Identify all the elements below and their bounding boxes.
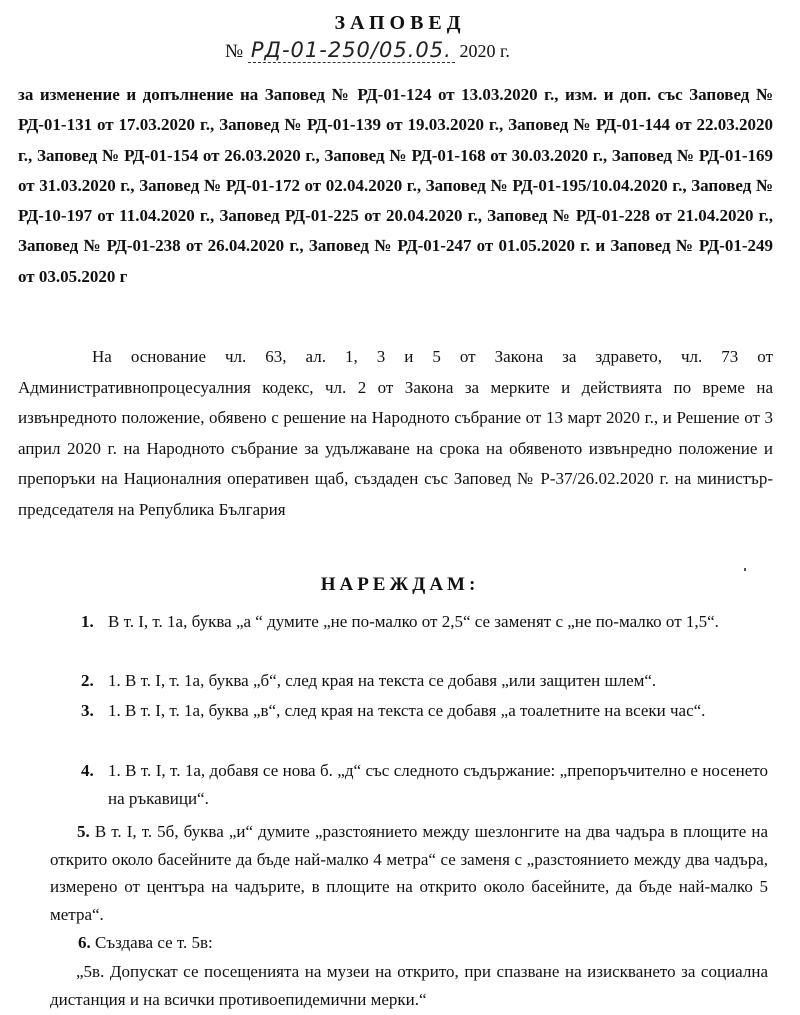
order-item-4 (81, 757, 768, 812)
order-year: 2020 г. (459, 41, 510, 61)
item-number: 5. (77, 822, 90, 841)
item-number: 2. (81, 671, 94, 690)
item-number: 3. (81, 701, 94, 720)
item-text: 1. В т. I, т. 1а, буква „в“, след края на текста се добавя „а тоалетните на всеки час“. (108, 701, 706, 720)
item-number: 6. (78, 933, 91, 952)
order-item-5 (50, 818, 768, 928)
item-text: 1. В т. I, т. 1а, буква „б“, след края на текста се добавя „или защитен шлем“. (108, 671, 657, 690)
item-number: 1. (81, 612, 94, 631)
item-text: В т. I, т. 5б, буква „и“ думите „разстоянието между шезлонгите на два чадъра в площите на открито около басейните да бъде най-малко 4 метра“ се заменя с „разстоянието между два чадъра, измерено от центъра на чадърите, в площите на открито около басейните, да бъде най-малко 5 метра“. (50, 822, 768, 924)
legal-basis-paragraph: На основание чл. 63, ал. 1, 3 и 5 от Закона за здравето, чл. 73 от Административнопроцесуалния кодекс, чл. 2 от Закона за мерките и действията по време на извънредното положение, обявено с решение на Народното събрание от 13 март 2020 г., и Решение от 3 април 2020 г. на Народното събрание за удължаване на срока на обявеното извънредно положение и препоръки на Националния оперативен щаб, създаден със Заповед № Р-37/26.02.2020 г. на министър-председателя на Република България (18, 347, 773, 519)
order-item-6-quote: „5в. Допускат се посещенията на музеи на открито, при спазване на изискването за социална дистанция и на всички противоепидемични мерки.“ (50, 962, 768, 1009)
number-sign: № (225, 41, 244, 62)
item-text: Създава се т. 5в: (95, 933, 213, 952)
document-title: ЗАПОВЕД (334, 12, 466, 34)
order-item-6 (78, 929, 768, 957)
scan-speck (744, 568, 746, 571)
item-text: В т. I, т. 1а, буква „а “ думите „не по-малко от 2,5“ се заменят с „не по-малко от 1,5“. (108, 612, 719, 631)
item-text: 1. В т. I, т. 1а, добавя се нова б. „д“ със следното съдържание: „препоръчително е носенето на ръкавици“. (108, 761, 768, 808)
order-number-line (225, 38, 510, 63)
order-item-3 (81, 697, 768, 725)
order-item-1 (81, 608, 768, 636)
order-subject: за изменение и допълнение на Заповед № РД-01-124 от 13.03.2020 г., изм. и доп. със Заповед № РД-01-131 от 17.03.2020 г., Заповед № РД-01-139 от 19.03.2020 г., Заповед № РД-01-144 от 22.03.2020 г., Заповед № РД-01-154 от 26.03.2020 г., Заповед № РД-01-168 от 30.03.2020 г., Заповед № РД-01-169 от 31.03.2020 г., Заповед № РД-01-172 от 02.04.2020 г., Заповед № РД-01-195/10.04.2020 г., Заповед № РД-10-197 от 11.04.2020 г., Заповед РД-01-225 от 20.04.2020 г., Заповед № РД-01-228 от 21.04.2020 г., Заповед № РД-01-238 от 26.04.2020 г., Заповед № РД-01-247 от 01.05.2020 г. и Заповед № РД-01-249 от 03.05.2020 г (18, 85, 773, 286)
item-number: 4. (81, 761, 94, 780)
ordering-heading: НАРЕЖДАМ: (320, 574, 480, 595)
handwritten-order-number: РД-01-250/05.05. (248, 38, 455, 63)
order-item-2 (81, 667, 768, 695)
